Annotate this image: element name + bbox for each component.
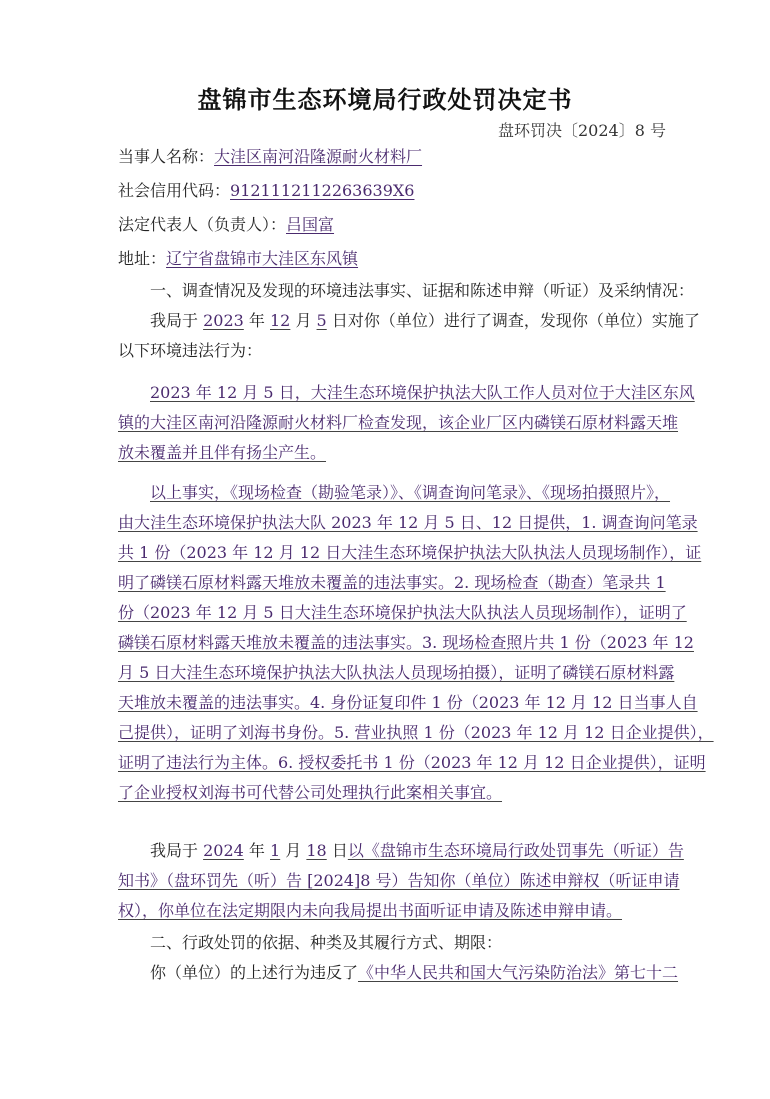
investigation-intro: 我局于 2023 年 12 月 5 日对你（单位）进行了调查，发现你（单位）实施了 bbox=[150, 311, 700, 330]
credit-code-label: 社会信用代码： bbox=[118, 181, 231, 200]
penalty-basis-line: 你（单位）的上述行为违反了《中华人民共和国大气污染防治法》第七十二 bbox=[150, 963, 679, 982]
evidence-line: 共 1 份（2023 年 12 月 12 日大洼生态环境保护执法大队执法人员现场制作），证 bbox=[118, 543, 702, 562]
section-2 bbox=[118, 928, 678, 988]
notice-paragraph bbox=[118, 836, 684, 926]
evidence-line: 月 5 日大洼生态环境保护执法大队执法人员现场拍摄），证明了磷镁石原材料露 bbox=[118, 663, 675, 682]
evidence-line: 由大洼生态环境保护执法大队 2023 年 12 月 5 日、12 日提供，1. 调查询问笔录 bbox=[118, 513, 698, 532]
section-2-heading: 二、行政处罚的依据、种类及其履行方式、期限： bbox=[150, 933, 503, 952]
notice-line: 知书》（盘环罚先（听）告 [2024]8 号）告知你（单位）陈述申辩权（听证申请 bbox=[118, 871, 680, 890]
notice-line: 权），你单位在法定期限内未向我局提出书面听证申请及陈述申辩申请。 bbox=[118, 901, 623, 920]
notice-month: 1 bbox=[270, 841, 281, 860]
party-name-value: 大洼区南河沿隆源耐火材料厂 bbox=[214, 147, 423, 166]
evidence-line: 天堆放未覆盖的违法事实。4. 身份证复印件 1 份（2023 年 12 月 12 日当事人自 bbox=[118, 693, 698, 712]
party-name-row bbox=[118, 146, 422, 168]
evidence-line: 己提供），证明了刘海书身份。5. 营业执照 1 份（2023 年 12 月 12 日企业提供）， bbox=[118, 723, 714, 742]
violation-line: 镇的大洼区南河沿隆源耐火材料厂检查发现，该企业厂区内磷镁石原材料露天堆 bbox=[118, 413, 679, 432]
investigation-year: 2023 bbox=[203, 311, 244, 330]
section-1 bbox=[118, 276, 700, 366]
legal-rep-value: 吕国富 bbox=[286, 215, 335, 234]
law-reference: 《中华人民共和国大气污染防治法》第七十二 bbox=[358, 963, 679, 982]
violation-facts bbox=[118, 378, 695, 468]
notice-line: 我局于 2024 年 1 月 18 日以《盘锦市生态环境局行政处罚事先（听证）告 bbox=[150, 841, 684, 860]
document-number: 盘环罚决〔2024〕8 号 bbox=[498, 121, 666, 140]
section-1-heading: 一、调查情况及发现的环境违法事实、证据和陈述申辩（听证）及采纳情况： bbox=[150, 281, 695, 300]
notice-day: 18 bbox=[306, 841, 327, 860]
address-row bbox=[118, 248, 358, 270]
evidence-paragraph bbox=[118, 478, 714, 808]
legal-rep-row bbox=[118, 214, 334, 236]
evidence-line: 明了磷镁石原材料露天堆放未覆盖的违法事实。2. 现场检查（勘查）笔录共 1 bbox=[118, 573, 666, 592]
notice-year: 2024 bbox=[203, 841, 244, 860]
investigation-intro-line2: 以下环境违法行为： bbox=[118, 341, 263, 360]
violation-line: 2023 年 12 月 5 日，大洼生态环境保护执法大队工作人员对位于大洼区东风 bbox=[150, 383, 695, 402]
investigation-month: 12 bbox=[270, 311, 291, 330]
violation-line: 放未覆盖并且伴有扬尘产生。 bbox=[118, 443, 327, 462]
investigation-day: 5 bbox=[316, 311, 327, 330]
party-name-label: 当事人名称： bbox=[118, 147, 215, 166]
evidence-line: 证明了违法行为主体。6. 授权委托书 1 份（2023 年 12 月 12 日企业提供），证明 bbox=[118, 753, 706, 772]
document-title: 盘锦市生态环境局行政处罚决定书 bbox=[197, 86, 573, 114]
evidence-line: 以上事实，《现场检查（勘验笔录）》、《调查询问笔录》、《现场拍摄照片》， bbox=[150, 483, 671, 502]
evidence-line: 份（2023 年 12 月 5 日大洼生态环境保护执法大队执法人员现场制作），证明了 bbox=[118, 603, 687, 622]
legal-rep-label: 法定代表人（负责人）： bbox=[118, 215, 287, 234]
credit-code-row bbox=[118, 180, 414, 202]
evidence-line: 磷镁石原材料露天堆放未覆盖的违法事实。3. 现场检查照片共 1 份（2023 年 12 bbox=[118, 633, 694, 652]
credit-code-value: 912111211226363​9X6 bbox=[230, 181, 415, 200]
evidence-line: 了企业授权刘海书可代替公司处理执行此案相关事宜。 bbox=[118, 783, 503, 802]
address-label: 地址： bbox=[118, 249, 167, 268]
address-value: 辽宁省盘锦市大洼区东风镇 bbox=[166, 249, 359, 268]
